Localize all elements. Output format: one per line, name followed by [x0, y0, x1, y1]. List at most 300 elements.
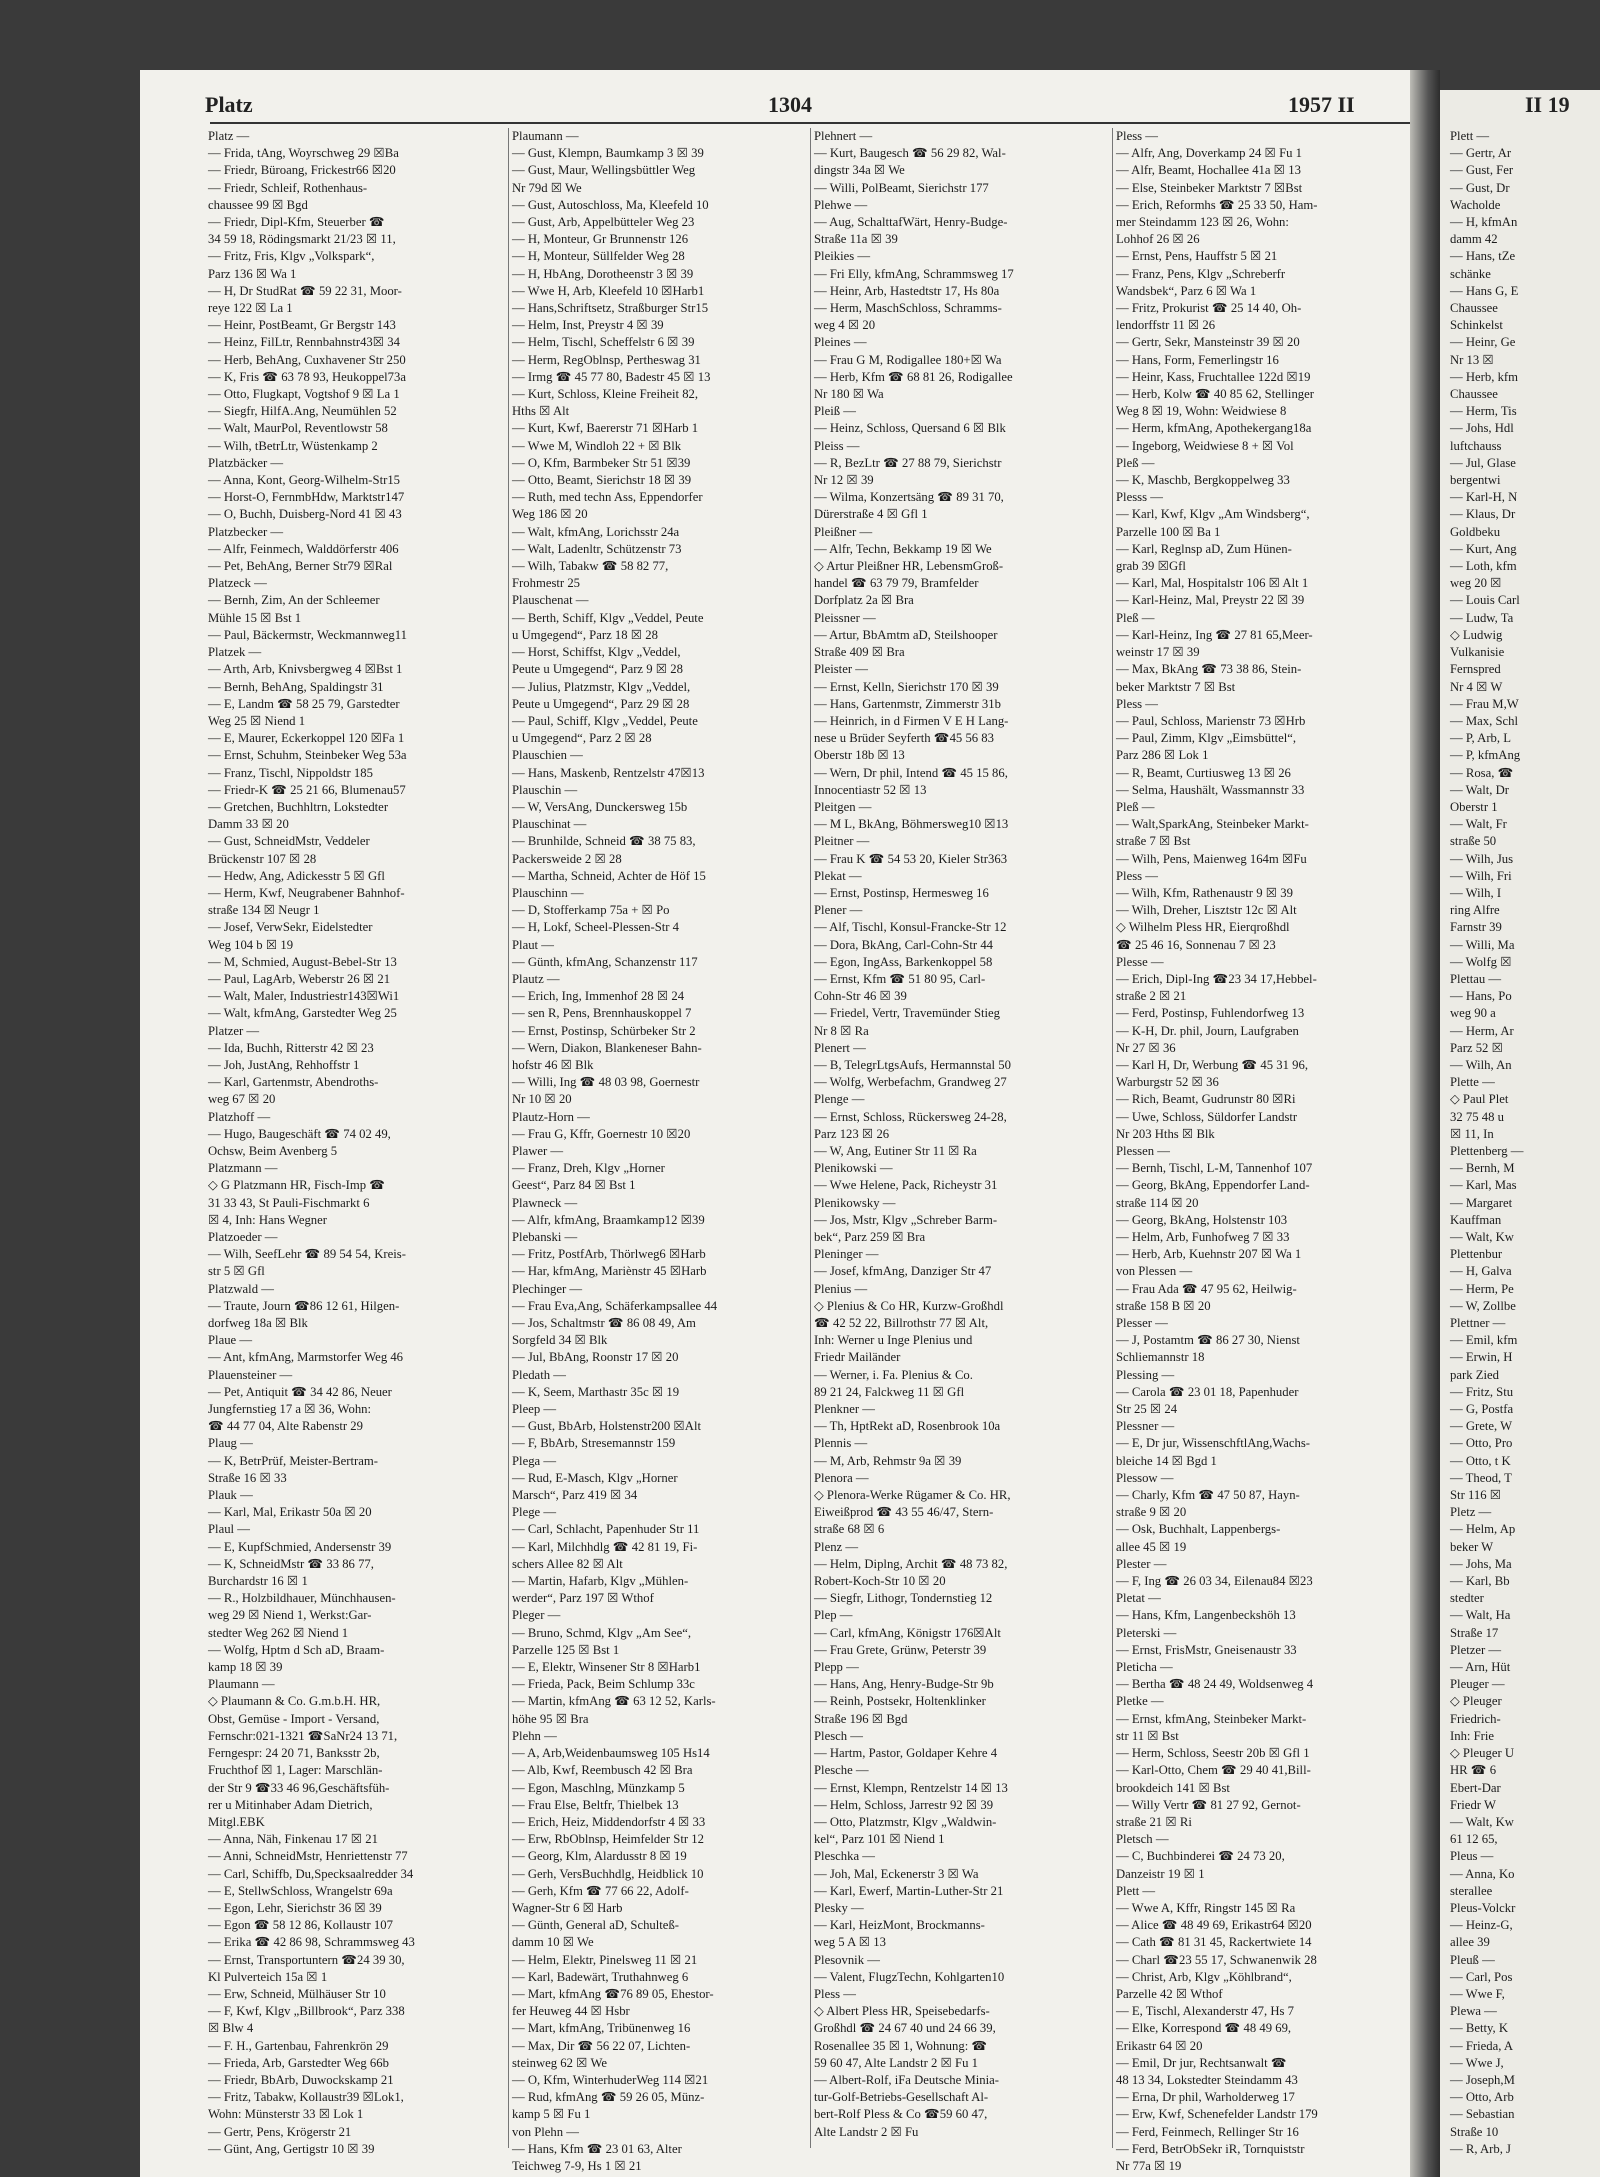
directory-entry-line: — O, Kfm, WinterhuderWeg 114 ☒21: [512, 2072, 709, 2087]
directory-entry-line: — Pet, BehAng, Berner Str79 ☒Ral: [208, 559, 393, 574]
directory-entry-line: Pless —: [1116, 868, 1158, 883]
directory-entry-line: — E, KupfSchmied, Andersenstr 39: [208, 1539, 392, 1554]
directory-entry-line: — Gust, Maur, Wellingsbüttler Weg: [512, 163, 696, 178]
directory-entry-line: — Reinh, Postsekr, Holtenklinker: [814, 1694, 986, 1709]
directory-entry-line: — P, Arb, L: [1450, 731, 1511, 746]
directory-entry-line: — Helm, Inst, Preystr 4 ☒ 39: [512, 318, 664, 333]
directory-entry-line: — Otto, Arb: [1450, 2090, 1514, 2105]
directory-entry-line: Plekat —: [814, 868, 862, 883]
directory-entry-line: brookdeich 141 ☒ Bst: [1116, 1780, 1230, 1795]
directory-entry-line: der Str 9 ☎33 46 96,Geschäftsfüh-: [208, 1780, 390, 1795]
directory-entry-line: — Herm, kfmAng, Apothekergang18a: [1116, 421, 1312, 436]
directory-entry-line: Platzwald —: [208, 1281, 274, 1296]
directory-entry-line: — K, Maschb, Bergkoppelweg 33: [1116, 473, 1290, 488]
directory-entry-line: Plawer —: [512, 1143, 564, 1158]
directory-entry-line: 34 59 18, Rödingsmarkt 21/23 ☒ 11,: [208, 232, 396, 247]
directory-entry-line: — Ferd, Postinsp, Fuhlendorfweg 13: [1116, 1006, 1305, 1021]
directory-entry-line: Plebanski —: [512, 1230, 578, 1244]
directory-entry-line: stedter Weg 262 ☒ Niend 1: [208, 1625, 349, 1640]
directory-entry-line: Robert-Koch-Str 10 ☒ 20: [814, 1574, 946, 1589]
directory-entry-line: — Erw, RbOblnsp, Heimfelder Str 12: [512, 1832, 704, 1847]
directory-entry-line: Oberstr 18b ☒ 13: [814, 748, 905, 763]
directory-entry-line: — Gust, Autoschloss, Ma, Kleefeld 10: [512, 197, 709, 212]
directory-entry-line: — Egon, IngAss, Barkenkoppel 58: [814, 954, 993, 969]
directory-entry-line: Pleus —: [1450, 1849, 1494, 1864]
directory-entry-line: — Margaret: [1450, 1195, 1513, 1210]
directory-entry-line: — Ernst, Schuhm, Steinbeker Weg 53a: [208, 748, 407, 763]
directory-entry-line: — Fri Elly, kfmAng, Schrammsweg 17: [814, 266, 1014, 281]
directory-entry-line: Nr 12 ☒ 39: [814, 473, 874, 488]
directory-entry-line: Platzhoff —: [208, 1109, 271, 1124]
directory-entry-line: — Erich, Heiz, Middendorfstr 4 ☒ 33: [512, 1814, 706, 1829]
directory-entry-line: Plauschinat —: [512, 817, 587, 832]
directory-entry-line: — Walt, Dr: [1450, 782, 1510, 797]
directory-entry-line: ◇ G Platzmann HR, Fisch-Imp ☎: [208, 1178, 386, 1193]
directory-entry-line: ☒ Blw 4: [208, 2021, 254, 2036]
directory-entry-line: Plesky —: [814, 1900, 864, 1915]
directory-entry-line: str 5 ☒ Gfl: [208, 1264, 265, 1279]
directory-entry-line: ◇ Pleuger U: [1450, 1746, 1515, 1761]
directory-entry-line: — Anni, SchneidMstr, Henriettenstr 77: [208, 1849, 408, 1864]
page-header-right: 1957 II: [1288, 92, 1355, 117]
directory-entry-line: — Frau G, Kffr, Goernestr 10 ☒20: [512, 1126, 691, 1141]
directory-entry-line: 61 12 65,: [1450, 1832, 1498, 1847]
directory-entry-line: Pleterski —: [1116, 1625, 1177, 1640]
directory-entry-line: — Ernst, FrisMstr, Gneisenaustr 33: [1116, 1642, 1297, 1657]
directory-entry-line: — Karl-H, N: [1450, 490, 1518, 505]
directory-entry-line: Plautz-Horn —: [512, 1109, 590, 1124]
next-page-column: [1450, 128, 1600, 2156]
directory-entry-line: — Walt, Ladenltr, Schützenstr 73: [512, 541, 682, 556]
directory-entry-line: werder“, Parz 197 ☒ Wthof: [512, 1591, 654, 1606]
directory-entry-line: — Helm, Schloss, Jarrestr 92 ☒ 39: [814, 1797, 994, 1812]
directory-entry-line: ☎ 44 77 04, Alte Rabenstr 29: [208, 1419, 363, 1434]
directory-entry-line: — Wilh, SeefLehr ☎ 89 54 54, Kreis-: [208, 1247, 406, 1262]
directory-entry-line: Pleitner —: [814, 834, 870, 849]
directory-entry-line: — Mart, kfmAng, Tribünenweg 16: [512, 2021, 691, 2036]
directory-entry-line: Pleikies —: [814, 249, 871, 264]
directory-entry-line: — E, StellwSchloss, Wrangelstr 69a: [208, 1883, 393, 1898]
directory-entry-line: Plenora —: [814, 1470, 869, 1485]
directory-entry-line: — Valent, FlugzTechn, Kohlgarten10: [814, 1969, 1005, 1984]
directory-entry-line: — Heinr, Ge: [1450, 335, 1516, 350]
directory-entry-line: ◇ Pleuger: [1450, 1694, 1502, 1709]
directory-entry-line: Damm 33 ☒ 20: [208, 817, 289, 832]
directory-entry-line: — Bernh, M: [1450, 1161, 1515, 1176]
directory-entry-line: — Helm, Arb, Funhofweg 7 ☒ 33: [1116, 1230, 1290, 1244]
directory-entry-line: Kauffman: [1450, 1212, 1502, 1227]
directory-entry-line: — W, VersAng, Dunckersweg 15b: [512, 799, 688, 814]
directory-entry-line: — P, kfmAng: [1450, 748, 1521, 763]
directory-entry-line: — G, Postfa: [1450, 1402, 1514, 1417]
directory-entry-line: — Erna, Dr phil, Warholderweg 17: [1116, 2090, 1295, 2105]
directory-entry-line: Plettau —: [1450, 971, 1502, 986]
directory-entry-line: — Christ, Arb, Klgv „Köhlbrand“,: [1116, 1969, 1292, 1984]
directory-entry-line: Parzelle 125 ☒ Bst 1: [512, 1642, 620, 1657]
directory-entry-line: Nr 4 ☒ W: [1450, 679, 1503, 694]
directory-entry-line: — Fritz, Stu: [1450, 1384, 1514, 1399]
directory-entry-line: Plehn —: [512, 1728, 557, 1743]
directory-entry-line: weg 20 ☒: [1450, 576, 1502, 591]
directory-entry-line: — Emil, Dr jur, Rechtsanwalt ☎: [1116, 2055, 1287, 2070]
directory-entry-line: Wandsbek“, Parz 6 ☒ Wa 1: [1116, 283, 1257, 298]
directory-entry-line: Straße 11a ☒ 39: [814, 232, 898, 247]
directory-entry-line: — Arth, Arb, Knivsbergweg 4 ☒Bst 1: [208, 662, 403, 677]
directory-entry-line: — Wwe J,: [1450, 2055, 1504, 2070]
directory-entry-line: 48 13 34, Lokstedter Steindamm 43: [1116, 2072, 1298, 2087]
directory-entry-line: — Th, HptRekt aD, Rosenbrook 10a: [814, 1419, 1001, 1434]
directory-entry-line: Chaussee: [1450, 387, 1498, 402]
directory-entry-line: — Friedr, BbArb, Duwockskamp 21: [208, 2072, 394, 2087]
directory-entry-line: damm 10 ☒ We: [512, 1935, 594, 1950]
directory-entry-line: Marsch“, Parz 419 ☒ 34: [512, 1488, 638, 1503]
directory-entry-line: — D, Stofferkamp 75a + ☒ Po: [512, 903, 670, 918]
directory-entry-line: Ochsw, Beim Avenberg 5: [208, 1143, 338, 1158]
directory-entry-line: — Grete, W: [1450, 1419, 1513, 1434]
directory-entry-line: — Hans, Gartenmstr, Zimmerstr 31b: [814, 696, 1001, 711]
directory-entry-line: bleiche 14 ☒ Bgd 1: [1116, 1453, 1217, 1468]
directory-entry-line: Plewa —: [1450, 2004, 1497, 2019]
book-gutter: [1410, 70, 1440, 2177]
directory-entry-line: — Bertha ☎ 48 24 49, Woldsenweg 4: [1116, 1677, 1314, 1692]
directory-entry-line: weg 67 ☒ 20: [208, 1092, 276, 1107]
directory-entry-line: — Mart, kfmAng ☎76 89 05, Ehestor-: [512, 1986, 714, 2001]
directory-entry-line: Pleger —: [512, 1608, 561, 1623]
directory-entry-line: — F. H., Gartenbau, Fahrenkrön 29: [208, 2038, 389, 2053]
directory-entry-line: Chaussee: [1450, 301, 1498, 316]
directory-entry-line: — Hans, Po: [1450, 989, 1512, 1004]
directory-entry-line: — Ernst, Pens, Hauffstr 5 ☒ 21: [1116, 249, 1278, 264]
directory-entry-line: — Martha, Schneid, Achter de Höf 15: [512, 868, 706, 883]
column-divider: [508, 128, 509, 2148]
directory-entry-line: — Charl ☎23 55 17, Schwanenwik 28: [1116, 1952, 1317, 1967]
directory-entry-line: handel ☎ 63 79 79, Bramfelder: [814, 576, 979, 591]
directory-entry-line: Dürerstraße 4 ☒ Gfl 1: [814, 507, 928, 522]
directory-entry-line: Platz —: [208, 129, 250, 143]
directory-entry-line: — Wolfg ☒: [1450, 954, 1512, 969]
directory-entry-line: Großhdl ☎ 24 67 40 und 24 66 39,: [814, 2021, 996, 2036]
directory-entry-line: Alte Landstr 2 ☒ Fu: [814, 2124, 919, 2139]
directory-entry-line: Wacholde: [1450, 197, 1501, 212]
directory-entry-line: Plaul —: [208, 1522, 250, 1537]
directory-entry-line: Plettenberg —: [1450, 1143, 1524, 1158]
directory-entry-line: Plaumann —: [512, 129, 579, 143]
directory-entry-line: Plesss —: [1116, 490, 1163, 505]
directory-entry-line: — Walt, Ha: [1450, 1608, 1511, 1623]
directory-entry-line: — Loth, kfm: [1450, 559, 1517, 574]
directory-entry-line: Parz 136 ☒ Wa 1: [208, 266, 297, 281]
directory-entry-line: Pleiss —: [814, 438, 860, 453]
directory-entry-line: Plauschinn —: [512, 885, 584, 900]
directory-entry-line: Straße 409 ☒ Bra: [814, 645, 905, 660]
directory-entry-line: — Wern, Diakon, Blankeneser Bahn-: [512, 1040, 702, 1055]
directory-entry-line: Nr 27 ☒ 36: [1116, 1040, 1176, 1055]
directory-entry-line: Inh: Werner u Inge Plenius und: [814, 1333, 973, 1348]
directory-entry-line: Plautz —: [512, 971, 560, 986]
directory-entry-line: ◇ Plenora-Werke Rügamer & Co. HR,: [814, 1488, 1011, 1503]
directory-entry-line: — Ernst, Klempn, Rentzelstr 14 ☒ 13: [814, 1780, 1008, 1795]
directory-entry-line: — Alfr, Feinmech, Walddörferstr 406: [208, 541, 399, 556]
directory-entry-line: Straße 196 ☒ Bgd: [814, 1711, 908, 1726]
directory-entry-line: tur-Golf-Betriebs-Gesellschaft Al-: [814, 2090, 989, 2105]
directory-entry-line: — Sebastian: [1450, 2107, 1515, 2122]
directory-entry-line: — Jul, Glase: [1450, 455, 1516, 470]
directory-entry-line: — Elke, Korrespond ☎ 48 49 69,: [1116, 2021, 1292, 2036]
directory-entry-line: — Ernst, Transportuntern ☎24 39 30,: [208, 1952, 405, 1967]
directory-entry-line: — Wwe Helene, Pack, Richeystr 31: [814, 1178, 998, 1193]
directory-entry-line: kel“, Parz 101 ☒ Niend 1: [814, 1832, 945, 1847]
directory-entry-line: — Günth, kfmAng, Schanzenstr 117: [512, 954, 698, 969]
directory-entry-line: — Wilh, Dreher, Lisztstr 12c ☒ Alt: [1116, 903, 1297, 918]
directory-entry-line: Pleuger —: [1450, 1677, 1505, 1692]
column-divider: [810, 128, 811, 2148]
directory-entry-line: Parz 52 ☒: [1450, 1040, 1503, 1055]
directory-entry-line: hofstr 46 ☒ Blk: [512, 1057, 594, 1072]
directory-entry-line: Mühle 15 ☒ Bst 1: [208, 610, 302, 625]
directory-entry-line: stedter: [1450, 1591, 1484, 1606]
directory-entry-line: — M L, BkAng, Böhmersweg10 ☒13: [814, 817, 1009, 832]
directory-entry-line: — Jos, Mstr, Klgv „Schreber Barm-: [814, 1212, 998, 1227]
directory-entry-line: — Siegfr, Lithogr, Tondernstieg 12: [814, 1591, 993, 1606]
directory-entry-line: beker Marktstr 7 ☒ Bst: [1116, 679, 1236, 694]
directory-entry-line: Pleschka —: [814, 1849, 875, 1864]
directory-entry-line: — H, Monteur, Gr Brunnenstr 126: [512, 232, 689, 247]
directory-entry-line: — Hans, Ang, Henry-Budge-Str 9b: [814, 1677, 994, 1692]
directory-entry-line: — Herm, MaschSchloss, Schramms-: [814, 301, 1002, 316]
directory-entry-line: allee 45 ☒ 19: [1116, 1539, 1187, 1554]
directory-entry-line: — Irmg ☎ 45 77 80, Badestr 45 ☒ 13: [512, 369, 711, 384]
directory-entry-line: — Gust, Dr: [1450, 180, 1510, 195]
directory-entry-line: lendorffstr 11 ☒ 26: [1116, 318, 1216, 333]
directory-entry-line: Plett —: [1116, 1883, 1156, 1898]
directory-entry-line: — Frau G M, Rodigallee 180+☒ Wa: [814, 352, 1002, 367]
directory-entry-line: — R, Arb, J: [1450, 2141, 1511, 2156]
directory-entry-line: Plenius —: [814, 1281, 868, 1296]
directory-entry-line: Pless —: [1116, 129, 1158, 143]
directory-entry-line: Plauensteiner —: [208, 1367, 293, 1382]
directory-entry-line: Cohn-Str 46 ☒ 39: [814, 989, 907, 1004]
directory-entry-line: str 11 ☒ Bst: [1116, 1728, 1179, 1743]
directory-entry-line: — Karl, Bb: [1450, 1574, 1510, 1589]
directory-entry-line: — Herm, Schloss, Seestr 20b ☒ Gfl 1: [1116, 1746, 1310, 1761]
directory-entry-line: — Günth, General aD, Schulteß-: [512, 1918, 680, 1933]
directory-entry-line: — Karl, HeizMont, Brockmanns-: [814, 1918, 985, 1933]
directory-column-3: [814, 128, 1108, 2148]
directory-entry-line: — Wolfg, Hptm d Sch aD, Braam-: [208, 1642, 385, 1657]
directory-entry-line: Pleus-Volckr: [1450, 1900, 1516, 1915]
directory-entry-line: Pletzer —: [1450, 1642, 1502, 1657]
directory-entry-line: — Karl, Ewerf, Martin-Luther-Str 21: [814, 1883, 1004, 1898]
directory-entry-line: — Fritz, Tabakw, Kollaustr39 ☒Lok1,: [208, 2090, 404, 2105]
page-number: 1304: [768, 92, 812, 117]
directory-entry-line: — Louis Carl: [1450, 593, 1520, 608]
directory-entry-line: Platzer —: [208, 1023, 260, 1038]
directory-entry-line: — Wwe F,: [1450, 1986, 1505, 2001]
directory-entry-line: — Walt, MaurPol, Reventlowstr 58: [208, 421, 388, 436]
directory-entry-line: — Gerh, VersBuchhdlg, Heidblick 10: [512, 1866, 704, 1881]
directory-entry-line: — Karl, Mas: [1450, 1178, 1517, 1193]
directory-entry-line: — Herm, Kwf, Neugrabener Bahnhof-: [208, 885, 405, 900]
directory-entry-line: dorfweg 18a ☒ Blk: [208, 1316, 308, 1331]
directory-entry-line: — Arn, Hüt: [1450, 1660, 1511, 1675]
directory-entry-line: straße 7 ☒ Bst: [1116, 834, 1191, 849]
directory-entry-line: Nr 8 ☒ Ra: [814, 1023, 869, 1038]
directory-entry-line: — Martin, kfmAng ☎ 63 12 52, Karls-: [512, 1694, 716, 1709]
directory-entry-line: — Bernh, Tischl, L-M, Tannenhof 107: [1116, 1161, 1313, 1176]
directory-entry-line: Platzbecker —: [208, 524, 284, 539]
directory-entry-line: ☎ 42 52 22, Billrothstr 77 ☒ Alt,: [814, 1316, 989, 1331]
directory-entry-line: — Helm, Elektr, Pinelsweg 11 ☒ 21: [512, 1952, 698, 1967]
directory-entry-line: — O, Buchh, Duisberg-Nord 41 ☒ 43: [208, 507, 402, 522]
directory-entry-line: Plege —: [512, 1505, 557, 1520]
directory-entry-line: — Herm, Tis: [1450, 404, 1517, 419]
directory-entry-line: — Hedw, Ang, Adickesstr 5 ☒ Gfl: [208, 868, 385, 883]
directory-entry-line: — Hans,Schriftsetz, Straßburger Str15: [512, 301, 709, 316]
directory-entry-line: Friedrich-: [1450, 1711, 1501, 1726]
directory-entry-line: Plesche —: [814, 1763, 869, 1778]
directory-entry-line: Weg 186 ☒ 20: [512, 507, 588, 522]
directory-entry-line: HR ☎ 6: [1450, 1763, 1497, 1778]
directory-entry-line: Jungfernstieg 17 a ☒ 36, Wohn:: [208, 1402, 372, 1417]
directory-entry-line: — Wilh, Pens, Maienweg 164m ☒Fu: [1116, 851, 1307, 866]
directory-entry-line: — Horst, Schiffst, Klgv „Veddel,: [512, 645, 681, 660]
directory-entry-line: Sorgfeld 34 ☒ Blk: [512, 1333, 608, 1348]
directory-entry-line: — Wilh, I: [1450, 885, 1502, 900]
directory-entry-line: Plenikowski —: [814, 1161, 893, 1176]
directory-entry-line: — Herm, Pe: [1450, 1281, 1514, 1296]
directory-entry-line: — Egon, Maschlng, Münzkamp 5: [512, 1780, 685, 1795]
directory-entry-line: — M, Arb, Rehmstr 9a ☒ 39: [814, 1453, 962, 1468]
directory-entry-line: — Ernst, Postinsp, Hermesweg 16: [814, 885, 989, 900]
directory-entry-line: Plauk —: [208, 1488, 253, 1503]
directory-entry-line: Plaut —: [512, 937, 554, 952]
directory-entry-line: Fernspred: [1450, 662, 1501, 677]
directory-entry-line: straße 158 B ☒ 20: [1116, 1298, 1211, 1313]
directory-entry-line: — Gertr, Sekr, Mansteinstr 39 ☒ 20: [1116, 335, 1300, 350]
directory-entry-line: — Uwe, Schloss, Süldorfer Landstr: [1116, 1109, 1298, 1124]
directory-entry-line: — Friedr-K ☎ 25 21 66, Blumenau57: [208, 782, 406, 797]
directory-entry-line: — O, Kfm, Barmbeker Str 51 ☒39: [512, 455, 691, 470]
directory-entry-line: Danzeistr 19 ☒ 1: [1116, 1866, 1205, 1881]
directory-entry-line: — Paul, Schiff, Klgv „Veddel, Peute: [512, 713, 698, 728]
directory-entry-line: — Otto, Pro: [1450, 1436, 1513, 1451]
directory-entry-line: — Gust, SchneidMstr, Veddeler: [208, 834, 370, 849]
directory-entry-line: steinweg 62 ☒ We: [512, 2055, 608, 2070]
directory-entry-line: Nr 10 ☒ 20: [512, 1092, 572, 1107]
directory-entry-line: — Erw, Schneid, Mülhäuser Str 10: [208, 1986, 386, 2001]
directory-entry-line: Pleninger —: [814, 1247, 879, 1262]
directory-entry-line: — Herm, Ar: [1450, 1023, 1514, 1038]
directory-entry-line: — Frau Ada ☎ 47 95 62, Heilwig-: [1116, 1281, 1297, 1296]
directory-entry-line: weg 4 ☒ 20: [814, 318, 876, 333]
directory-entry-line: — Werner, i. Fa. Plenius & Co.: [814, 1367, 973, 1382]
directory-entry-line: — Joh, JustAng, Rehhoffstr 1: [208, 1057, 360, 1072]
directory-entry-line: Plenge —: [814, 1092, 865, 1107]
directory-entry-line: Plettenbur: [1450, 1247, 1503, 1262]
directory-entry-line: Vulkanisie: [1450, 645, 1505, 660]
directory-entry-line: Oberstr 1: [1450, 799, 1498, 814]
directory-entry-line: schänke: [1450, 266, 1491, 281]
directory-entry-line: — Frau M,W: [1450, 696, 1519, 711]
directory-entry-line: — R., Holzbildhauer, Münchhausen-: [208, 1591, 396, 1606]
directory-entry-line: — Alfr, Beamt, Hochallee 41a ☒ 13: [1116, 163, 1301, 178]
directory-entry-line: Pletz —: [1450, 1505, 1492, 1520]
next-page-header: II 19: [1525, 92, 1570, 117]
directory-entry-line: ◇ Albert Pless HR, Speisebedarfs-: [814, 2004, 990, 2019]
directory-entry-line: — Hans, tZe: [1450, 249, 1516, 264]
directory-entry-line: — Ingeborg, Weidwiese 8 + ☒ Vol: [1116, 438, 1294, 453]
directory-entry-line: Plett —: [1450, 129, 1490, 143]
directory-entry-line: — Erich, Dipl-Ing ☎23 34 17,Hebbel-: [1116, 971, 1317, 986]
directory-entry-line: — Max, BkAng ☎ 73 38 86, Stein-: [1116, 662, 1302, 677]
directory-entry-line: — Herb, Kolw ☎ 40 85 62, Stellinger: [1116, 387, 1314, 402]
directory-entry-line: — B, TelegrLtgsAufs, Hermannstal 50: [814, 1057, 1011, 1072]
directory-entry-line: 31 33 43, St Pauli-Fischmarkt 6: [208, 1195, 370, 1210]
directory-entry-line: 59 60 47, Alte Landstr 2 ☒ Fu 1: [814, 2055, 978, 2070]
directory-entry-line: — Herb, Kfm ☎ 68 81 26, Rodigallee: [814, 369, 1013, 384]
directory-entry-line: — Charly, Kfm ☎ 47 50 87, Hayn-: [1116, 1488, 1300, 1503]
directory-entry-line: — K, Fris ☎ 63 78 93, Heukoppel73a: [208, 369, 406, 384]
directory-entry-line: — Friedel, Vertr, Travemünder Stieg: [814, 1006, 1001, 1021]
directory-entry-line: Rosenallee 35 ☒ 1, Wohnung: ☎: [814, 2038, 988, 2053]
directory-entry-line: Warburgstr 52 ☒ 36: [1116, 1075, 1219, 1090]
directory-entry-line: Weg 104 b ☒ 19: [208, 937, 294, 952]
directory-entry-line: — Julius, Platzmstr, Klgv „Veddel,: [512, 679, 691, 694]
directory-entry-line: — Karl, Reglnsp aD, Zum Hünen-: [1116, 541, 1292, 556]
directory-entry-line: — Rud, kfmAng ☎ 59 26 05, Münz-: [512, 2090, 705, 2105]
directory-entry-line: — Kurt, Ang: [1450, 541, 1517, 556]
directory-column-2: [512, 128, 806, 2173]
directory-entry-line: — Alfr, Ang, Doverkamp 24 ☒ Fu 1: [1116, 146, 1303, 161]
directory-entry-line: Plenz —: [814, 1539, 859, 1554]
directory-entry-line: Plette —: [1450, 1075, 1495, 1090]
directory-entry-line: Pleiß —: [814, 404, 856, 419]
directory-entry-line: — Egon, Lehr, Sierichstr 36 ☒ 39: [208, 1900, 382, 1915]
directory-entry-line: — Heinz, FilLtr, Rennbahnstr43☒ 34: [208, 335, 400, 350]
directory-entry-line: — Frida, tAng, Woyrschweg 29 ☒Ba: [208, 146, 399, 161]
directory-entry-line: — Erich, Ing, Immenhof 28 ☒ 24: [512, 989, 685, 1004]
directory-entry-line: Plehnert —: [814, 129, 873, 143]
directory-entry-line: — Otto, t K: [1450, 1453, 1511, 1468]
directory-entry-line: — sen R, Pens, Brennhauskoppel 7: [512, 1006, 692, 1021]
directory-entry-line: Obst, Gemüse - Import - Versand,: [208, 1711, 380, 1726]
directory-entry-line: Schliemannstr 18: [1116, 1350, 1205, 1365]
directory-entry-line: — Fritz, PostfArb, Thörlweg6 ☒Harb: [512, 1247, 706, 1262]
directory-entry-line: ◇ Paul Plet: [1450, 1092, 1509, 1107]
directory-entry-line: Pleß —: [1116, 799, 1155, 814]
directory-entry-line: — Alfr, Techn, Bekkamp 19 ☒ We: [814, 541, 992, 556]
directory-entry-line: Plenikowsky —: [814, 1195, 896, 1210]
directory-entry-line: Platzek —: [208, 645, 262, 660]
directory-entry-line: Peute u Umgegend“, Parz 29 ☒ 28: [512, 696, 690, 711]
directory-entry-line: — Dora, BkAng, Carl-Cohn-Str 44: [814, 937, 994, 952]
directory-entry-line: — Georg, BkAng, Holstenstr 103: [1116, 1212, 1288, 1227]
directory-entry-line: reye 122 ☒ La 1: [208, 301, 293, 316]
directory-entry-line: — Gust, Fer: [1450, 163, 1514, 178]
directory-entry-line: Pleitgen —: [814, 799, 872, 814]
directory-entry-line: — Hans, Kfm, Langenbeckshöh 13: [1116, 1608, 1296, 1623]
directory-entry-line: — K, SchneidMstr ☎ 33 86 77,: [208, 1556, 374, 1571]
directory-entry-line: — Gretchen, Buchhltrn, Lokstedter: [208, 799, 389, 814]
directory-entry-line: — Paul, Schloss, Marienstr 73 ☒Hrb: [1116, 713, 1306, 728]
directory-entry-line: ring Alfre: [1450, 903, 1500, 918]
directory-entry-line: — Carl, kfmAng, Königstr 176☒Alt: [814, 1625, 1001, 1640]
column-divider: [1112, 128, 1113, 2148]
directory-entry-line: — Heinrich, in d Firmen V E H Lang-: [814, 713, 1009, 728]
directory-entry-line: — Heinr, PostBeamt, Gr Bergstr 143: [208, 318, 396, 333]
directory-entry-line: Plauschenat —: [512, 593, 589, 608]
directory-entry-line: — Karl-Otto, Chem ☎ 29 40 41,Bill-: [1116, 1763, 1311, 1778]
